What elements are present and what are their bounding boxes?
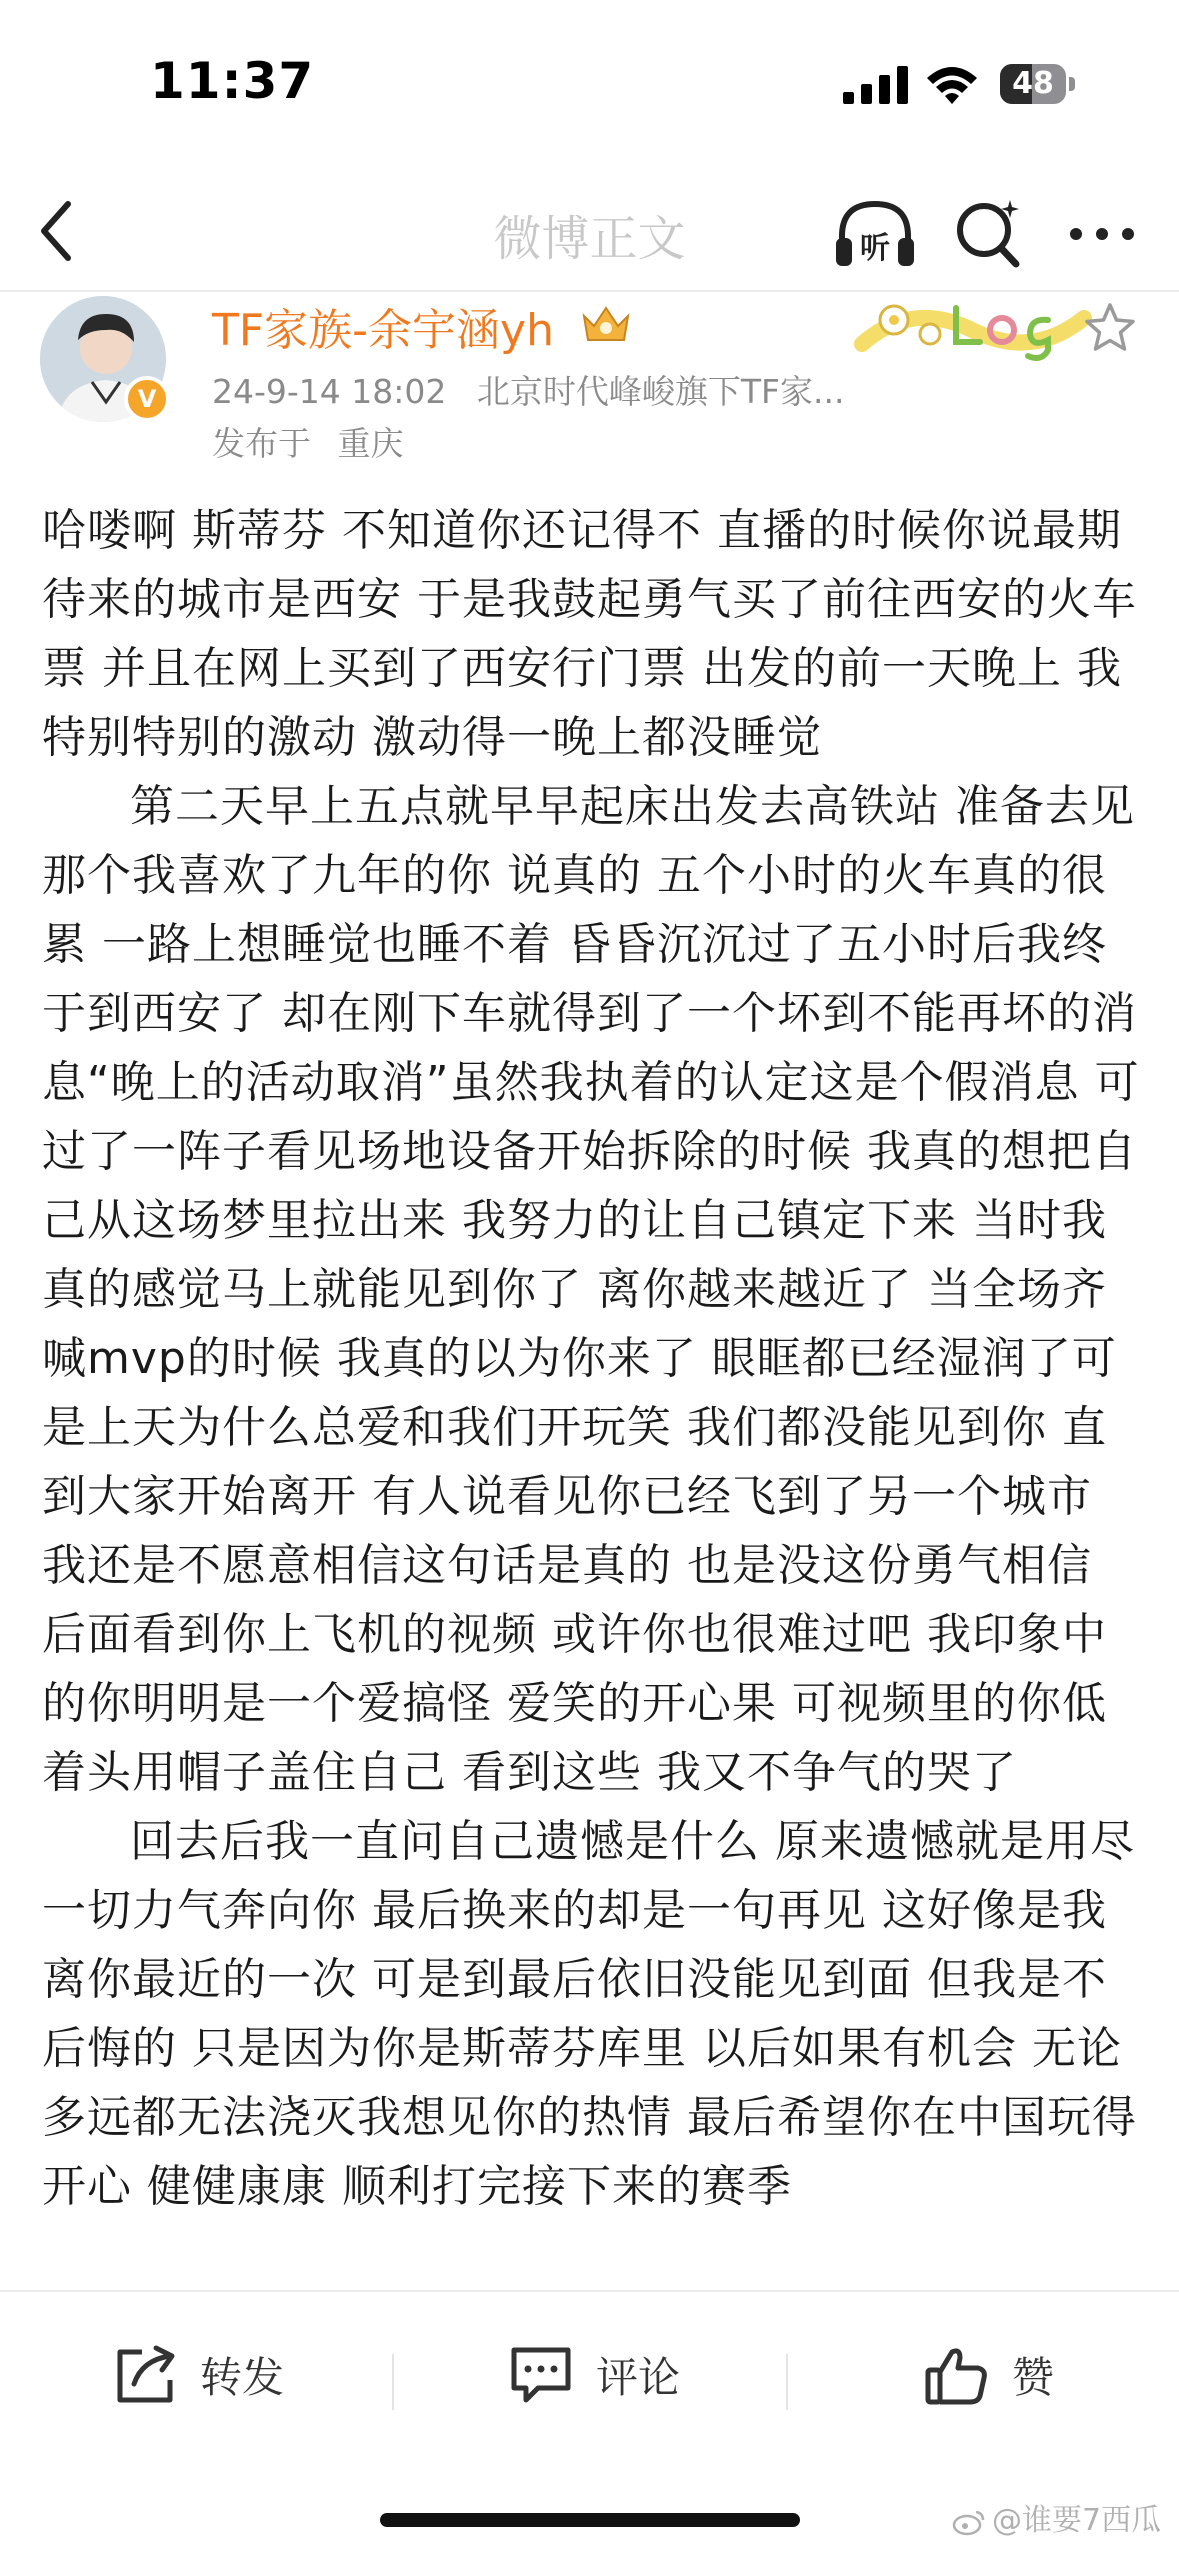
status-time: 11:37 bbox=[150, 52, 315, 110]
like-label: 赞 bbox=[1012, 2353, 1055, 2402]
svg-text:听: 听 bbox=[860, 231, 890, 266]
thumbs-up-icon bbox=[924, 2344, 990, 2406]
status-bar bbox=[0, 0, 1179, 160]
share-arrow-icon bbox=[112, 2344, 178, 2406]
cellular-signal-icon bbox=[843, 66, 909, 104]
comment-bubble-icon bbox=[508, 2344, 574, 2406]
post-meta bbox=[212, 366, 865, 413]
author-name[interactable]: TF家族-余宇涵yh bbox=[212, 305, 554, 356]
page-title: 微博正文 bbox=[493, 211, 686, 267]
top-nav-bar bbox=[0, 170, 1179, 292]
comment-button[interactable] bbox=[508, 2340, 680, 2410]
action-divider bbox=[786, 2354, 788, 2410]
vlog-sticker-icon bbox=[852, 290, 1092, 364]
battery-level-text: 48 bbox=[1012, 66, 1054, 101]
battery-indicator bbox=[1000, 64, 1076, 104]
search-icon[interactable] bbox=[952, 194, 1024, 270]
verified-badge-icon: V bbox=[124, 376, 170, 422]
weibo-logo-icon bbox=[952, 2508, 986, 2536]
post-timestamp: 24-9-14 18:02 bbox=[212, 372, 447, 411]
location-label: 发布于 bbox=[212, 424, 311, 463]
action-divider bbox=[392, 2354, 394, 2410]
repost-button[interactable] bbox=[112, 2340, 284, 2410]
bottom-action-bar bbox=[0, 2290, 1179, 2462]
wifi-icon bbox=[924, 62, 980, 106]
post-paragraph: 第二天早上五点就早早起床出发去高铁站 准备去见那个我喜欢了九年的你 说真的 五个小时的火车真的很累 一路上想睡觉也睡不着 昏昏沉沉过了五小时后我终于到西安了 却在刚下车就得到了一个坏到不能再坏的消息“晚上的活动取消”虽然我执着的认定这是个假消息 可过了一阵子看见场地设备开始拆除的时候 我真的想把自己从这场梦里拉出来 我努力的让自己镇定下来 当时我真的感觉马上就能见到你了 离你越来越近了 当全场齐喊mvp的时候 我真的以为你来了 眼眶都已经湿润了可是上天为什么总爱和我们开玩笑 我们都没能见到你 直到大家开始离开 有人说看见你已经飞到了另一个城市 我还是不愿意相信这句话是真的 也是没这份勇气相信 后面看到你上飞机的视频 或许你也很难过吧 我印象中的你明明是一个爱搞怪 爱笑的开心果 可视频里的你低着头用帽子盖住自己 看到这些 我又不争气的哭了 bbox=[42, 781, 1140, 1798]
headphones-listen-icon[interactable] bbox=[832, 196, 918, 272]
star-outline-icon[interactable] bbox=[1082, 300, 1138, 356]
post-location bbox=[212, 418, 404, 465]
watermark bbox=[952, 2495, 1161, 2539]
more-dots-icon[interactable] bbox=[1066, 214, 1138, 254]
post-body bbox=[42, 496, 1142, 2221]
repost-label: 转发 bbox=[200, 2353, 285, 2402]
like-button[interactable] bbox=[924, 2340, 1054, 2410]
crown-icon[interactable] bbox=[578, 300, 634, 346]
post-paragraph: 哈喽啊 斯蒂芬 不知道你还记得不 直播的时候你说最期待来的城市是西安 于是我鼓起勇气买了前往西安的火车票 并且在网上买到了西安行门票 出发的前一天晚上 我特别特别的激动 激动得一晚上都没睡觉 bbox=[42, 505, 1137, 763]
post-paragraph: 回去后我一直问自己遗憾是什么 原来遗憾就是用尽一切力气奔向你 最后换来的却是一句再见 这好像是我离你最近的一次 可是到最后依旧没能见到面 但我是不后悔的 只是因为你是斯蒂芬库里 以后如果有机会 无论多远都无法浇灭我想见你的热情 最后希望你在中国玩得开心 健健康康 顺利打完接下来的赛季 bbox=[42, 1816, 1137, 2212]
post-source[interactable]: 北京时代峰峻旗下TF家... bbox=[476, 372, 845, 411]
comment-label: 评论 bbox=[596, 2353, 681, 2402]
location-value: 重庆 bbox=[337, 424, 404, 463]
home-indicator[interactable] bbox=[380, 2513, 800, 2527]
watermark-text: @谁要7西瓜 bbox=[992, 2503, 1162, 2538]
